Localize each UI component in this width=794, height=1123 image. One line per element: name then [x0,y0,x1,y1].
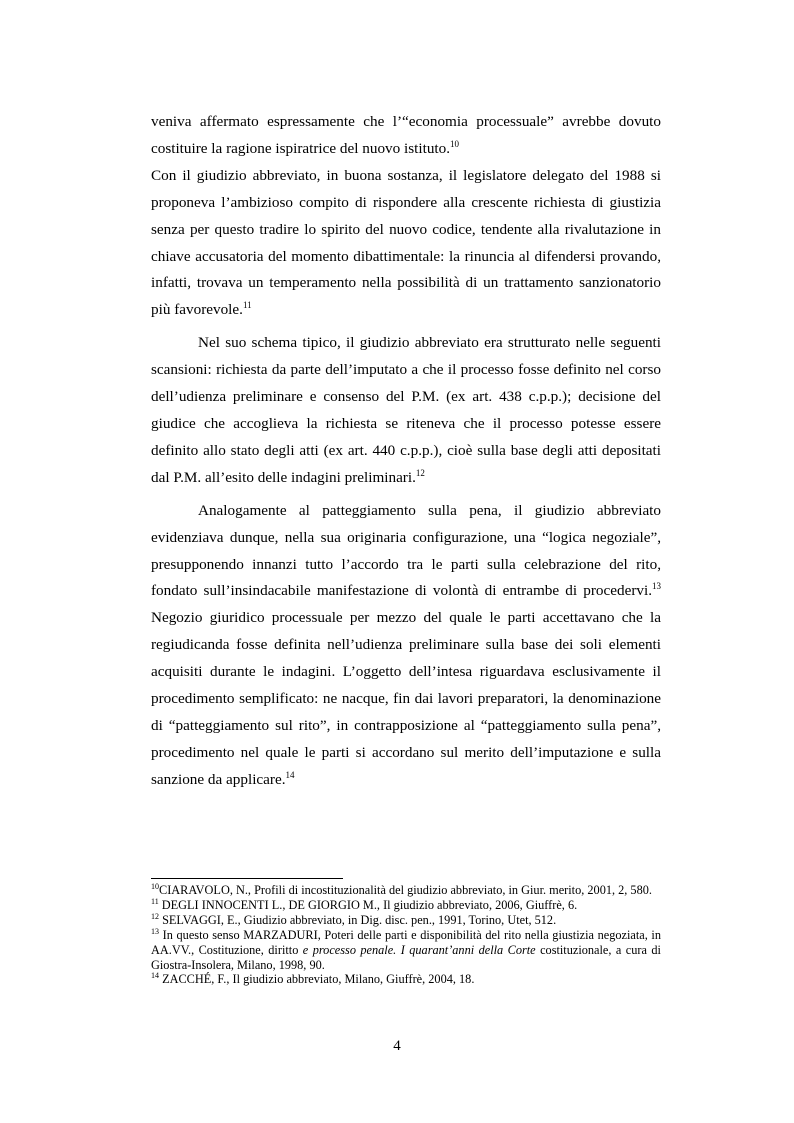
footnote-text: SELVAGGI, E., Giudizio abbreviato, in Dig. disc. pen., 1991, Torino, Utet, 512. [159,912,557,927]
paragraph-3 [151,330,661,491]
paragraph-1 [151,109,661,163]
footnote-number: 10 [151,881,159,891]
footnote-number: 13 [151,926,159,936]
footnote-number: 12 [151,911,159,921]
paragraph-1-text: veniva affermato espressamente che l’“economia processuale” avrebbe dovuto costituire la ragione ispiratrice del nuovo istituto. [151,113,661,157]
footnote-italic-title: e processo penale. I quarant’anni della Corte [302,942,536,957]
footnote-13 [151,928,661,973]
footnote-number: 11 [151,896,159,906]
paragraph-3-text: Nel suo schema tipico, il giudizio abbreviato era strutturato nelle seguenti scansioni: richiesta da parte dell’imputato a che il processo fosse definito nel corso dell’udienza preliminare e consenso del P.M. (ex art. 438 c.p.p.); decisione del giudice che accoglieva la richiesta se riteneva che il processo potesse essere definito allo stato degli atti (ex art. 440 c.p.p.), cioè sulla base degli atti depositati dal P.M. all’esito delle indagini preliminari. [151,334,661,486]
footnote-text: CIARAVOLO, N., Profili di incostituzionalità del giudizio abbreviato, in Giur. merito, 2001, 2, 580. [159,883,652,897]
footnote-number: 14 [151,971,159,981]
footnote-ref-12[interactable]: 12 [415,467,425,478]
paragraph-4-text-a: Analogamente al patteggiamento sulla pena, il giudizio abbreviato evidenziava dunque, nella sua originaria configurazione, una “logica negoziale”, presupponendo innanzi tutto l’accordo tra le parti sulla celebrazione del rito, fondato sull’insindacabile manifestazione di volontà di entrambe di procedervi. [151,501,661,600]
footnote-divider [151,878,343,879]
paragraph-4 [151,498,661,794]
footnote-11 [151,898,661,913]
page-number: 4 [393,1038,401,1054]
footnote-ref-14[interactable]: 14 [285,769,295,780]
footnote-ref-13[interactable]: 13 [652,581,661,592]
footnote-ref-11[interactable]: 11 [242,300,252,311]
paragraph-2-text: Con il giudizio abbreviato, in buona sostanza, il legislatore delegato del 1988 si proponeva l’ambizioso compito di rispondere alla crescente richiesta di giustizia senza per questo tradire lo spirito del nuovo codice, tendente alla rivalutazione in chiave accusatoria del momento dibattimentale: la rinuncia al difendersi provando, infatti, trovava un temperamento nella possibilità di un trattamento sanzionatorio più favorevole. [151,166,661,319]
footnote-10 [151,883,661,898]
footnotes [151,883,661,987]
footnote-12 [151,913,661,928]
footnote-text: DEGLI INNOCENTI L., DE GIORGIO M., Il giudizio abbreviato, 2006, Giuffrè, 6. [158,897,578,912]
document-body [151,109,661,794]
footnote-text: ZACCHÉ, F., Il giudizio abbreviato, Milano, Giuffrè, 2004, 18. [159,972,475,987]
footnote-text: In questo senso MARZADURI, Poteri delle parti e disponibilità del rito nella giustizia negoziata, in AA.VV., Costituzione, diritto [151,927,661,957]
paragraph-2 [151,163,661,324]
footnote-14 [151,972,661,987]
footnote-ref-10[interactable]: 10 [450,138,460,149]
footnote-text-tail: costituzionale, a cura di Giostra-Insolera, Milano, 1998, 90. [151,942,661,972]
paragraph-4-text-b: Negozio giuridico processuale per mezzo del quale le parti accettavano che la regiudicanda fosse definita nell’udienza preliminare sulla base dei soli elementi acquisiti durante le indagini. L’oggetto dell’intesa riguardava esclusivamente il procedimento semplificato: ne nacque, fin dai lavori preparatori, la denominazione di “patteggiamento sul rito”, in contrapposizione al “patteggiamento sulla pena”, procedimento nel quale le parti si accordano sul merito dell’imputazione e sulla sanzione da applicare. [151,609,661,788]
